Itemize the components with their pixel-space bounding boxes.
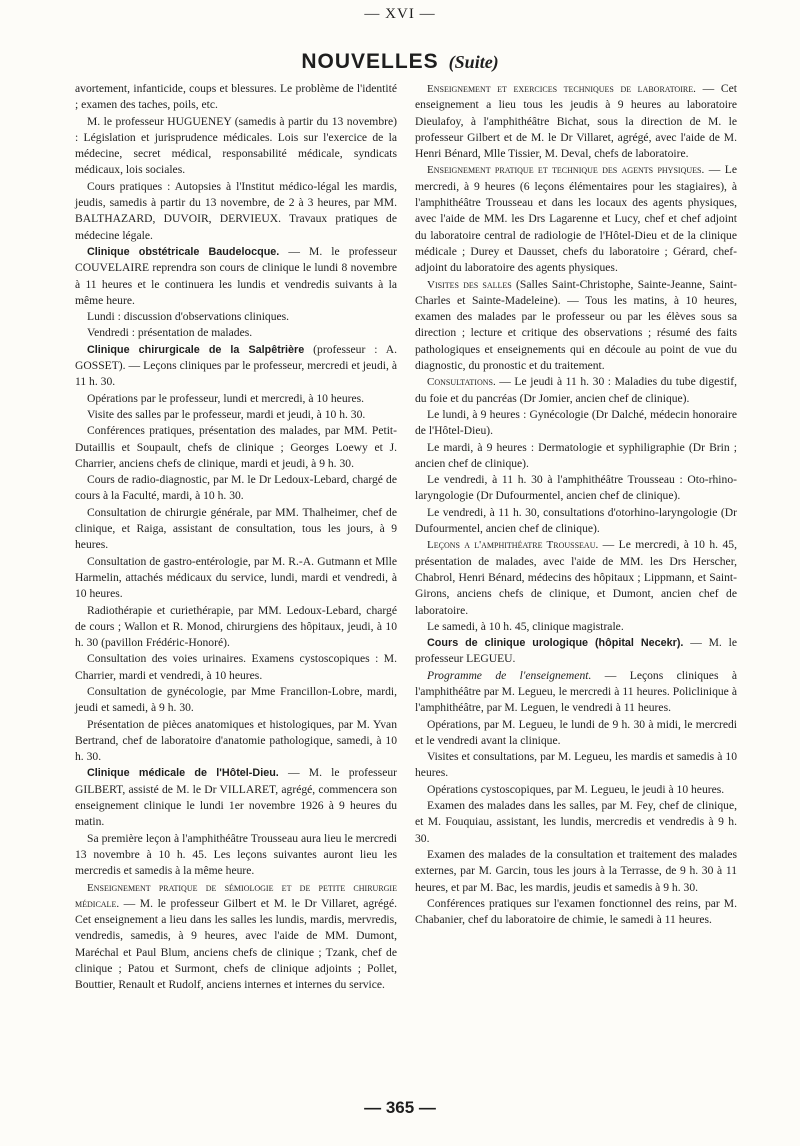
paragraph bbox=[415, 537, 737, 618]
paragraph bbox=[75, 244, 397, 309]
paragraph-text: Radiothérapie et curiethérapie, par MM. Ledoux-Lebard, chargé de cours ; Wallon et R. Monod, chirurgiens des hôpitaux, jeudi, à 10 h. 30 (pavillon Frédéric-Honoré). bbox=[75, 603, 397, 650]
paragraph bbox=[75, 407, 397, 423]
paragraph-text: Opérations par le professeur, lundi et mercredi, à 10 heures. bbox=[87, 391, 365, 405]
paragraph-text: — Le mercredi, à 10 h. 45, présentation de malades, avec l'aide de MM. les Drs Herscher, Chabrol, Henri Bénard, médecins des hôpitaux ; Lippmann, et Saint-Girons, anciens chefs de clinique, et Dumont, ancien chef de laboratoire. bbox=[415, 538, 737, 617]
paragraph bbox=[75, 309, 397, 325]
paragraph-text: Le mardi, à 9 heures : Dermatologie et syphiligraphie (Dr Brin ; ancien chef de clinique). bbox=[415, 440, 737, 470]
paragraph bbox=[75, 717, 397, 766]
paragraph bbox=[75, 880, 397, 994]
paragraph bbox=[415, 798, 737, 847]
paragraph bbox=[75, 765, 397, 830]
paragraph-text: — M. le professeur COUVELAIRE reprendra son cours de clinique le lundi 8 novembre à 11 heures et le continuera les lundis et vendredis suivants à la même heure. bbox=[75, 244, 397, 307]
paragraph-text: Conférences pratiques sur l'examen fonctionnel des reins, par M. Chabanier, chef du laboratoire de chimie, le samedi à 11 heures. bbox=[415, 896, 737, 927]
paragraph bbox=[415, 162, 737, 276]
paragraph-text: Le samedi, à 10 h. 45, clinique magistrale. bbox=[427, 619, 624, 633]
paragraph-text: Opérations, par M. Legueu, le lundi de 9 h. 30 à midi, le mercredi et le vendredi avant la clinique. bbox=[415, 717, 737, 747]
paragraph bbox=[415, 440, 737, 473]
paragraph bbox=[415, 782, 737, 798]
paragraph-text: Cours de radio-diagnostic, par M. le Dr Ledoux-Lebard, chargé de cours à la Faculté, mardi, à 10 h. 30. bbox=[75, 473, 397, 503]
paragraph-text: Consultation des voies urinaires. Examens cystoscopiques : M. Charrier, mardi et vendredi, à 10 heures. bbox=[75, 652, 397, 682]
paragraph-text: Consultation de chirurgie générale, par MM. Thalheimer, chef de clinique, et Raiga, assistant de consultation, tous les jours, à 9 heures. bbox=[75, 505, 397, 552]
paragraph-text: Visite des salles par le professeur, mardi et jeudi, à 10 h. 30. bbox=[87, 407, 366, 421]
paragraph-text: — Leçons cliniques à l'amphithéâtre par M. Legueu, le mercredi à 11 heures. Policlinique à l'amphithéâtre, par M. Leguen, le vendredi à 11 heures. bbox=[415, 668, 737, 715]
paragraph bbox=[415, 847, 737, 896]
paragraph bbox=[75, 684, 397, 717]
paragraph-text: Vendredi : présentation de malades. bbox=[87, 326, 253, 340]
paragraph bbox=[75, 114, 397, 179]
paragraph bbox=[75, 651, 397, 684]
paragraph-text: — Le jeudi à 11 h. 30 : Maladies du tube digestif, du foie et du pancréas (Dr Jomier, ancien chef de clinique). bbox=[415, 375, 737, 405]
paragraph-text: — Cet enseignement a lieu tous les jeudis à 9 heures au laboratoire Dieulafoy, à l'amphithéâtre Bichat, sous la direction de M. le professeur Gilbert et de M. le Dr Villaret, agrégé, avec l'aide de M. Henri Bénard, Mlle Tissier, M. Deval, chefs de laboratoire. bbox=[415, 82, 737, 161]
paragraph bbox=[75, 831, 397, 880]
paragraph bbox=[75, 505, 397, 554]
paragraph bbox=[415, 81, 737, 162]
page-roman-numeral: — XVI — bbox=[364, 6, 436, 22]
section-heading: Clinique chirurgicale de la Salpêtrière bbox=[87, 343, 305, 356]
paragraph bbox=[415, 277, 737, 375]
paragraph-text: Consultation de gynécologie, par Mme Francillon-Lobre, mardi, jeudi et samedi, à 9 h. 30. bbox=[75, 684, 397, 715]
paragraph-text: Le vendredi, à 11 h. 30, consultations d'otorhino-laryngologie (Dr Dufourmentel, ancien chef de clinique). bbox=[415, 505, 737, 536]
paragraph bbox=[415, 717, 737, 750]
paragraph bbox=[75, 423, 397, 472]
paragraph-text: (Salles Saint-Christophe, Sainte-Jeanne, Saint-Charles et Sainte-Madeleine). — Tous les matins, à 10 heures, examen des malades par le professeur ou par les élèves sous sa direction ; lecture et critique des observations ; résumé des faits pathologiques et enseignements qui en découle au point de vue du diagnostic, du pronostic et du traitement. bbox=[415, 277, 737, 373]
paragraph-text: — M. le professeur Gilbert et M. le Dr Villaret, agrégé. Cet enseignement a lieu dans les salles les lundis, mardis, mervredis, vendredis, samedis, à 9 heures, avec l'aide de MM. Dumont, Maréchal et Paul Blum, anciens chefs de clinique ; Tzank, chef de clinique ; Patou et Surmont, chefs de clinique adjoints ; Pollet, Bouttier, Renault et Rudolf, anciens internes et internes du service. bbox=[75, 896, 397, 992]
paragraph bbox=[415, 896, 737, 929]
page-subtitle: (Suite) bbox=[448, 52, 499, 72]
paragraph-text: Le vendredi, à 11 h. 30 à l'amphithéâtre Trousseau : Oto-rhino-laryngologie (Dr Dufourmentel, ancien chef de clinique). bbox=[415, 473, 737, 503]
paragraph-text: Cours pratiques : Autopsies à l'Institut médico-légal les mardis, jeudis, samedis à partir du 13 novembre, de 2 à 3 heures, par MM. BALTHAZARD, DUVOIR, DERVIEUX. Travaux pratiques de médecine légale. bbox=[75, 179, 397, 242]
section-heading: Clinique obstétricale Baudelocque. bbox=[87, 245, 280, 258]
paragraph-text: — M. le professeur GILBERT, assisté de M. le Dr VILLARET, agrégé, commencera son enseignement clinique le lundi 1er novembre 1926 à 9 heures du matin. bbox=[75, 766, 397, 829]
paragraph-text: avortement, infanticide, coups et blessures. Le problème de l'identité ; examen des taches, poils, etc. bbox=[75, 82, 397, 112]
paragraph-text: Examen des malades de la consultation et traitement des malades externes, par M. Garcin, tous les jours à la Terrasse, de 9 h. 30 à 11 heures, et par M. Bac, les mardis, jeudis et samedis à 9 h. 30. bbox=[415, 847, 737, 894]
paragraph bbox=[415, 749, 737, 782]
paragraph bbox=[75, 325, 397, 341]
paragraph-text: — M. le professeur LEGUEU. bbox=[415, 636, 737, 666]
paragraph bbox=[75, 81, 397, 114]
smallcaps-heading: Enseignement pratique de sémiologie et de petite chirurgie médicale. bbox=[75, 881, 397, 910]
paragraph bbox=[415, 505, 737, 538]
paragraph-text: — Le mercredi, à 9 heures (6 leçons élémentaires pour les stagiaires), à l'amphithéâtre Trousseau et dans les locaux des agents physiques, avec l'aide de MM. les Drs Lagarenne et Lucy, chef et chef adjoint du laboratoire central de radiologie de l'Hôtel-Dieu et de la clinique médicale ; Durey et Dausset, chefs du laboratoire ; Gérard, chef-adjoint du laboratoire des agents physiques. bbox=[415, 163, 737, 275]
paragraph-text: Sa première leçon à l'amphithéâtre Trousseau aura lieu le mercredi 13 novembre à 10 h. 45. Les leçons suivantes auront lieu les mercredis et samedis à la même heure. bbox=[75, 831, 397, 878]
paragraph bbox=[75, 472, 397, 505]
page-header bbox=[0, 50, 800, 74]
paragraph bbox=[415, 619, 737, 635]
paragraph bbox=[75, 391, 397, 407]
paragraph-text: Présentation de pièces anatomiques et histologiques, par M. Yvan Bertrand, chef de laboratoire d'anatomie pathologique, samedi, à 10 h. 30. bbox=[75, 717, 397, 764]
paragraph bbox=[415, 635, 737, 668]
paragraph-text: Lundi : discussion d'observations cliniques. bbox=[87, 310, 290, 324]
page-title: NOUVELLES bbox=[301, 50, 439, 73]
smallcaps-heading: Leçons a l'amphithéatre Trousseau. bbox=[427, 539, 599, 552]
right-column bbox=[415, 81, 737, 928]
smallcaps-heading: Visites des salles bbox=[427, 278, 512, 291]
section-heading: Cours de clinique urologique (hôpital Necekr). bbox=[427, 637, 684, 650]
paragraph bbox=[415, 374, 737, 407]
smallcaps-heading: Enseignement et exercices techniques de laboratoire. bbox=[427, 83, 696, 95]
smallcaps-heading: Enseignement pratique et technique des agents physiques. bbox=[427, 164, 705, 177]
page-number: — 365 — bbox=[364, 1098, 436, 1117]
paragraph bbox=[75, 342, 397, 391]
paragraph-text: M. le professeur HUGUENEY (samedis à partir du 13 novembre) : Législation et jurisprudence médicales. Lois sur l'exercice de la médecine, secret médical, responsabilité médicale, syndicats médicaux, lois sociales. bbox=[75, 114, 397, 177]
smallcaps-heading: Consultations. bbox=[427, 376, 496, 389]
section-heading: Clinique médicale de l'Hôtel-Dieu. bbox=[87, 767, 279, 780]
paragraph bbox=[75, 179, 397, 244]
paragraph-text: Consultation de gastro-entérologie, par M. R.-A. Gutmann et Mlle Harmelin, attachés médicaux du service, lundi, mardi et vendredi, à 10 heures. bbox=[75, 554, 397, 601]
paragraph bbox=[75, 554, 397, 603]
paragraph bbox=[415, 407, 737, 440]
paragraph-text: Le lundi, à 9 heures : Gynécologie (Dr Dalché, médecin honoraire de l'Hôtel-Dieu). bbox=[415, 407, 737, 438]
paragraph-text: Conférences pratiques, présentation des malades, par MM. Petit-Dutaillis et Soupault, chefs de clinique ; Georges Loewy et J. Charrier, anciens chefs de clinique, mardi et jeudi, à 9 h. 30. bbox=[75, 424, 397, 470]
paragraph-text: Visites et consultations, par M. Legueu, les mardis et samedis à 10 heures. bbox=[415, 750, 737, 780]
italic-heading: Programme de l'enseignement. bbox=[427, 668, 592, 682]
left-column bbox=[75, 81, 397, 994]
paragraph bbox=[415, 668, 737, 717]
paragraph-text: Examen des malades dans les salles, par M. Fey, chef de clinique, et M. Fouquiau, assistant, les lundis, mercredis et vendredis à 9 h. 30. bbox=[415, 799, 737, 845]
paragraph-text: (professeur : A. GOSSET). — Leçons cliniques par le professeur, mercredi et jeudi, à 11 h. 30. bbox=[75, 342, 397, 389]
paragraph bbox=[75, 603, 397, 652]
paragraph bbox=[415, 472, 737, 505]
paragraph-text: Opérations cystoscopiques, par M. Legueu, le jeudi à 10 heures. bbox=[427, 782, 725, 796]
